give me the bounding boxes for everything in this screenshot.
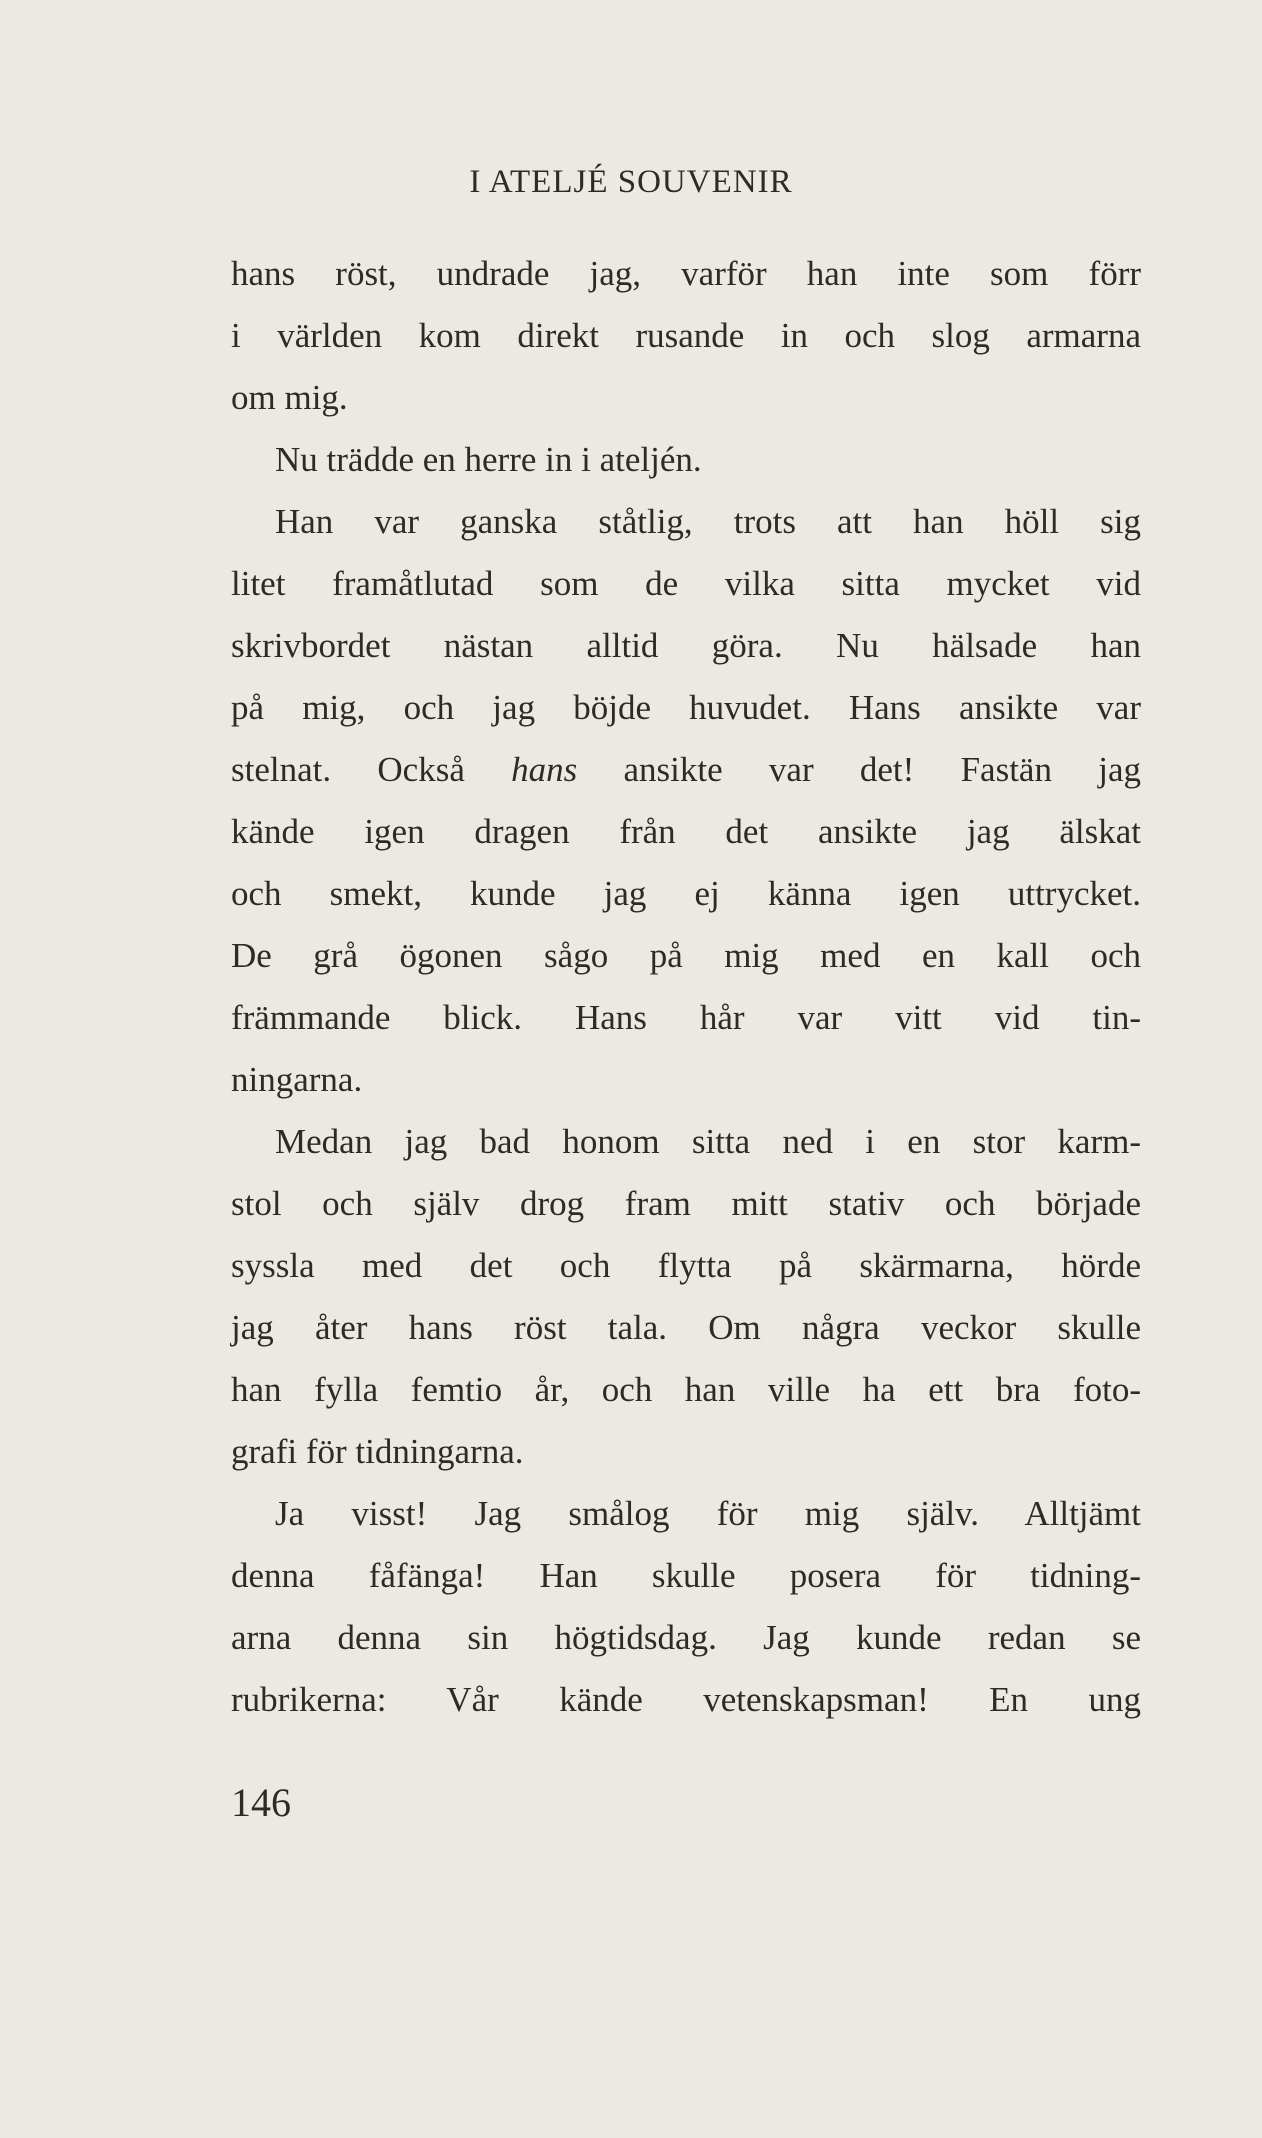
paragraph-start-line: Medan jag bad honom sitta ned i en stor karm-: [275, 1122, 1141, 1161]
text-line: denna fåfänga! Han skulle posera för tidning-: [231, 1556, 1141, 1595]
text-line: litet framåtlutad som de vilka sitta mycket vid: [231, 564, 1141, 603]
text-line: De grå ögonen sågo på mig med en kall och: [231, 936, 1141, 975]
text-line: jag åter hans röst tala. Om några veckor skulle: [231, 1308, 1141, 1347]
paragraph-start-line: Nu trädde en herre in i ateljén.: [275, 440, 702, 479]
text-line: arna denna sin högtidsdag. Jag kunde redan se: [231, 1618, 1141, 1657]
text-line: stol och själv drog fram mitt stativ och började: [231, 1184, 1141, 1223]
paragraph-start-line: Han var ganska ståtlig, trots att han höll sig: [275, 502, 1141, 541]
text-line: syssla med det och flytta på skärmarna, hörde: [231, 1246, 1141, 1285]
text-line: skrivbordet nästan alltid göra. Nu hälsade han: [231, 626, 1141, 665]
text-segment: stelnat. Också: [231, 750, 512, 789]
text-line: på mig, och jag böjde huvudet. Hans ansikte var: [231, 688, 1141, 727]
text-line: han fylla femtio år, och han ville ha ett bra foto-: [231, 1370, 1141, 1409]
text-segment: ansikte var det! Fastän jag: [577, 750, 1141, 789]
text-line: i världen kom direkt rusande in och slog armarna: [231, 316, 1141, 355]
text-line: och smekt, kunde jag ej känna igen uttrycket.: [231, 874, 1141, 913]
text-line: ningarna.: [231, 1060, 363, 1099]
italic-word: hans: [511, 750, 578, 789]
text-line: rubrikerna: Vår kände vetenskapsman! En ung: [231, 1680, 1141, 1719]
text-line: grafi för tidningarna.: [231, 1432, 524, 1471]
text-line: främmande blick. Hans hår var vitt vid tin-: [231, 998, 1141, 1037]
paragraph-start-line: Ja visst! Jag smålog för mig själv. Alltjämt: [275, 1494, 1141, 1533]
text-line-with-italic: [231, 739, 1141, 801]
text-line: om mig.: [231, 378, 348, 417]
text-line: hans röst, undrade jag, varför han inte som förr: [231, 254, 1141, 293]
body-text: [231, 243, 1141, 1731]
running-head: I ATELJÉ SOUVENIR: [469, 164, 793, 200]
page-number: 146: [231, 1780, 291, 1825]
text-line: kände igen dragen från det ansikte jag älskat: [231, 812, 1141, 851]
